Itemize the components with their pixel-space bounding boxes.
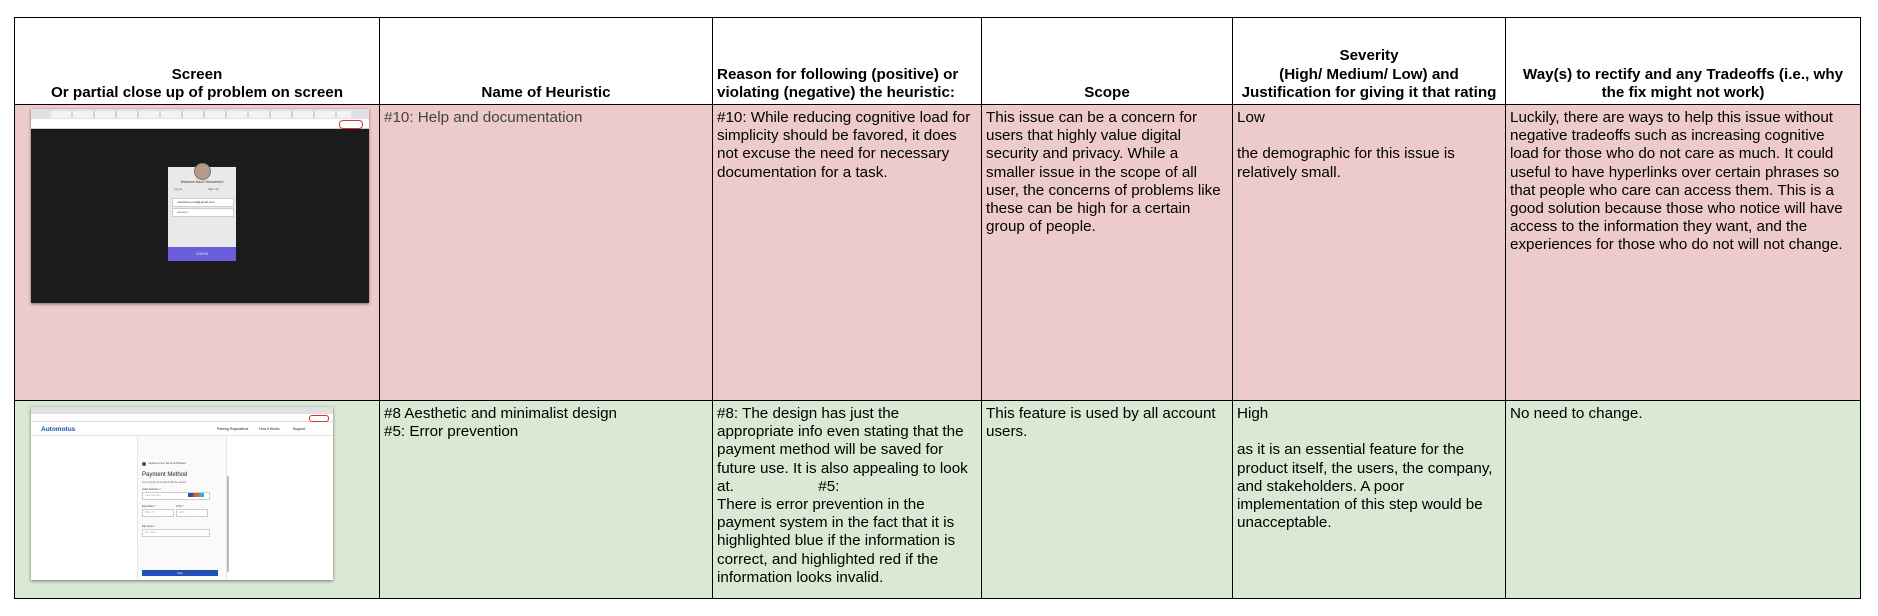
login-screenshot <box>31 109 369 303</box>
heuristic-cell: #8 Aesthetic and minimalist design #5: Error prevention <box>380 401 713 599</box>
card-brands-icon <box>188 493 204 497</box>
browser-tab-strip <box>31 407 333 414</box>
header-screen: Screen Or partial close up of problem on screen <box>15 18 380 105</box>
screen-cell <box>15 105 380 401</box>
login-button[interactable]: LOG IN <box>168 247 236 261</box>
rectify-cell: No need to change. <box>1506 401 1861 599</box>
cvc-input[interactable]: CVC <box>176 509 208 517</box>
heuristic-cell: #10: Help and documentation <box>380 105 713 401</box>
brand-logo: Automotus <box>41 426 76 433</box>
card-label: Card Number * <box>142 487 161 491</box>
table-row <box>15 105 1861 401</box>
update-badge <box>339 120 363 129</box>
login-card <box>168 167 236 261</box>
scrollbar[interactable] <box>227 476 229 572</box>
section-title: Payment Method <box>142 472 188 478</box>
reason-cell: #10: While reducing cognitive load for simplicity should be favored, it does not excuse the need for necessary documentation for a task. <box>713 105 982 401</box>
update-badge <box>309 415 329 422</box>
nav-parking[interactable]: Parking Regulations <box>217 427 249 431</box>
nav-support[interactable]: Support <box>293 427 306 431</box>
heuristic-evaluation-table-wrapper <box>14 17 1861 599</box>
scope-cell: This feature is used by all account users. <box>982 401 1233 599</box>
zip-label: Zip Code * <box>142 524 156 528</box>
header-rectify: Way(s) to rectify and any Tradeoffs (i.e., why the fix might not work) <box>1506 18 1861 105</box>
welcome-text: Welcome Back! Wuscentre! <box>180 180 224 184</box>
severity-cell: High as it is an essential feature for the product itself, the users, the company, and stakeholders. A poor implementation of this step would be unacceptable. <box>1233 401 1506 599</box>
checkbox-label: I agree to the Terms & Policies <box>148 461 186 465</box>
browser-address-bar <box>31 414 333 422</box>
section-subtitle: Your payment method will be saved <box>142 480 187 484</box>
tab-login[interactable]: Log in <box>174 187 183 191</box>
rectify-cell: Luckily, there are ways to help this issue without negative tradeoffs such as increasing cognitive load for those who do not care as much. It could useful to have hyperlinks over certain phrases so that people who care can access them. This is a good solution because those who notice will have access to the information they want, and the experiences for those who do not will not change. <box>1506 105 1861 401</box>
expiration-input[interactable]: MM / YY <box>142 509 174 517</box>
tab-signup[interactable]: Sign Up <box>208 187 219 191</box>
password-field[interactable]: •••••••••• <box>172 208 234 217</box>
email-field[interactable]: marshal.ey.mail@gmail.com <box>172 198 234 207</box>
severity-cell: Low the demographic for this issue is relatively small. <box>1233 105 1506 401</box>
screen-cell <box>15 401 380 599</box>
pay-button[interactable]: Pay <box>142 570 218 576</box>
zip-input[interactable]: Zip Code <box>142 529 210 537</box>
payment-screenshot <box>31 407 333 580</box>
header-reason: Reason for following (positive) or violating (negative) the heuristic: <box>713 18 982 105</box>
browser-address-bar <box>31 119 369 129</box>
expiration-label: Expiration * <box>142 504 157 508</box>
header-scope: Scope <box>982 18 1233 105</box>
nav-how[interactable]: How it Works <box>259 427 280 431</box>
avatar <box>194 163 211 180</box>
browser-tabs <box>51 111 351 118</box>
table-row <box>15 401 1861 599</box>
form-panel <box>137 436 227 580</box>
scope-cell: This issue can be a concern for users that highly value digital security and privacy. While a smaller issue in the scope of all user, the concerns of problems like these can be high for a certain group of people. <box>982 105 1233 401</box>
card-number-input[interactable]: Card Number <box>142 492 210 500</box>
reason-cell: #8: The design has just the appropriate info even stating that the payment method will be saved for future use. It is also appealing to look at. #5: There is error prevention in the payment system in the fact that it is highlighted blue if the information is correct, and highlighted red if the information looks invalid. <box>713 401 982 599</box>
checkbox[interactable] <box>142 462 146 466</box>
header-severity: Severity (High/ Medium/ Low) and Justification for giving it that rating <box>1233 18 1506 105</box>
heuristic-evaluation-table <box>14 17 1861 599</box>
cvc-label: CVC * <box>176 504 184 508</box>
header-row <box>15 18 1861 105</box>
header-heuristic: Name of Heuristic <box>380 18 713 105</box>
